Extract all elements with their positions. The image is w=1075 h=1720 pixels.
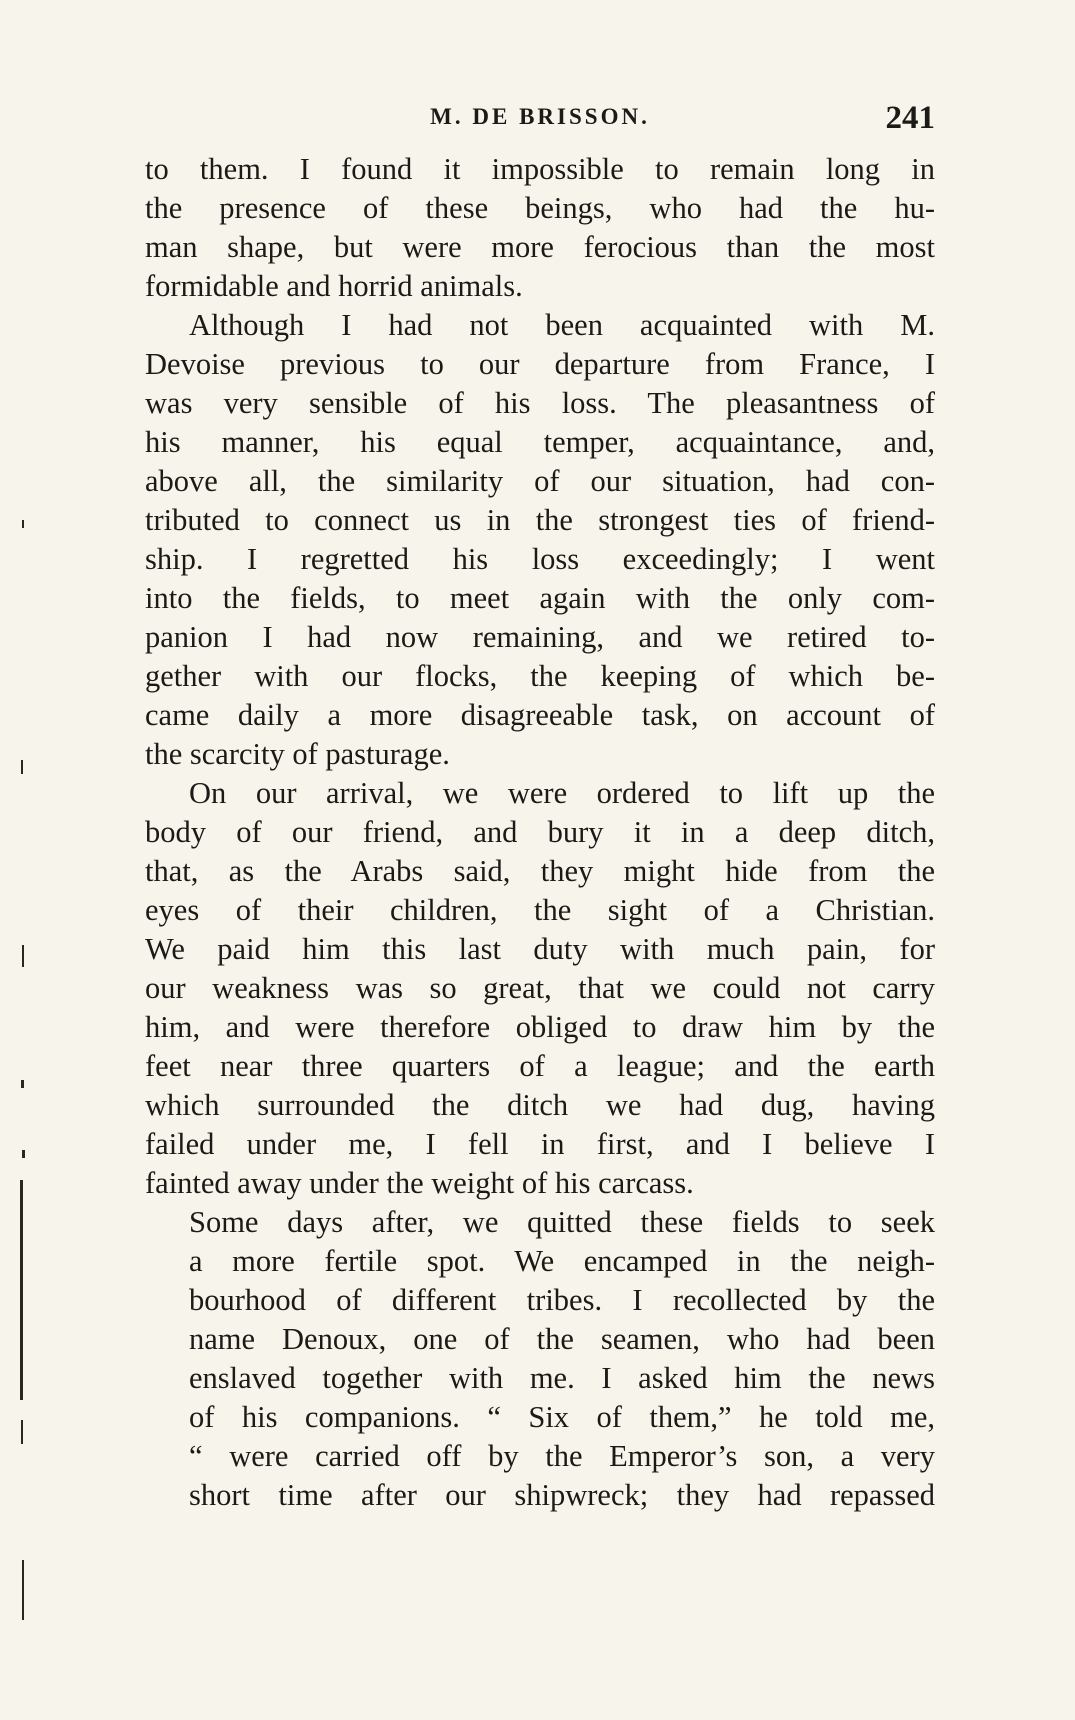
text-line: came daily a more disagreeable task, on account of [145,698,935,732]
text-line: of his companions. “ Six of them,” he told me, [189,1400,935,1434]
page-edge-line [20,1180,23,1400]
page-number: 241 [885,100,935,136]
margin-scan-artifacts [0,0,40,1720]
running-head [145,100,935,140]
text-line: We paid him this last duty with much pain, for [145,932,935,966]
text-line: feet near three quarters of a league; and the earth [145,1049,935,1083]
scan-speck [22,520,24,528]
paragraph-start-line: On our arrival, we were ordered to lift up the [189,776,935,810]
page-edge-line [22,1560,24,1620]
text-line: eyes of their children, the sight of a Christian. [145,893,935,927]
text-line: name Denoux, one of the seamen, who had been [189,1322,935,1356]
paragraph-start-line: Although I had not been acquainted with M. [189,308,935,342]
text-line: failed under me, I fell in first, and I believe I [145,1127,935,1161]
scan-speck [22,1150,25,1158]
body-text [145,150,935,1515]
text-line: body of our friend, and bury it in a deep ditch, [145,815,935,849]
text-line: the presence of these beings, who had the hu- [145,191,935,225]
text-line: formidable and horrid animals. [145,269,523,303]
paragraph-start-line: Some days after, we quitted these fields to seek [189,1205,935,1239]
text-line: “ were carried off by the Emperor’s son, a very [189,1439,935,1473]
scan-speck [22,945,24,967]
scan-speck [21,1420,23,1444]
text-line: that, as the Arabs said, they might hide from the [145,854,935,888]
text-line: which surrounded the ditch we had dug, having [145,1088,935,1122]
text-line: his manner, his equal temper, acquaintance, and, [145,425,935,459]
text-line: bourhood of different tribes. I recollected by the [189,1283,935,1317]
text-line: fainted away under the weight of his carcass. [145,1166,694,1200]
text-line: gether with our flocks, the keeping of which be- [145,659,935,693]
text-line: panion I had now remaining, and we retired to- [145,620,935,654]
scan-speck [21,760,23,774]
text-line: ship. I regretted his loss exceedingly; I went [145,542,935,576]
text-line: enslaved together with me. I asked him the news [189,1361,935,1395]
text-line: the scarcity of pasturage. [145,737,450,771]
running-title: M. DE BRISSON. [430,104,650,129]
text-line: man shape, but were more ferocious than the most [145,230,935,264]
text-line: a more fertile spot. We encamped in the neigh- [189,1244,935,1278]
text-line: was very sensible of his loss. The pleasantness of [145,386,935,420]
text-line: our weakness was so great, that we could not carry [145,971,935,1005]
text-line: short time after our shipwreck; they had repassed [189,1478,935,1512]
text-line: him, and were therefore obliged to draw him by the [145,1010,935,1044]
text-line: above all, the similarity of our situation, had con- [145,464,935,498]
text-line: Devoise previous to our departure from France, I [145,347,935,381]
text-line: to them. I found it impossible to remain long in [145,152,935,186]
text-line: into the fields, to meet again with the only com- [145,581,935,615]
scan-speck [21,1080,24,1088]
text-line: tributed to connect us in the strongest ties of friend- [145,503,935,537]
